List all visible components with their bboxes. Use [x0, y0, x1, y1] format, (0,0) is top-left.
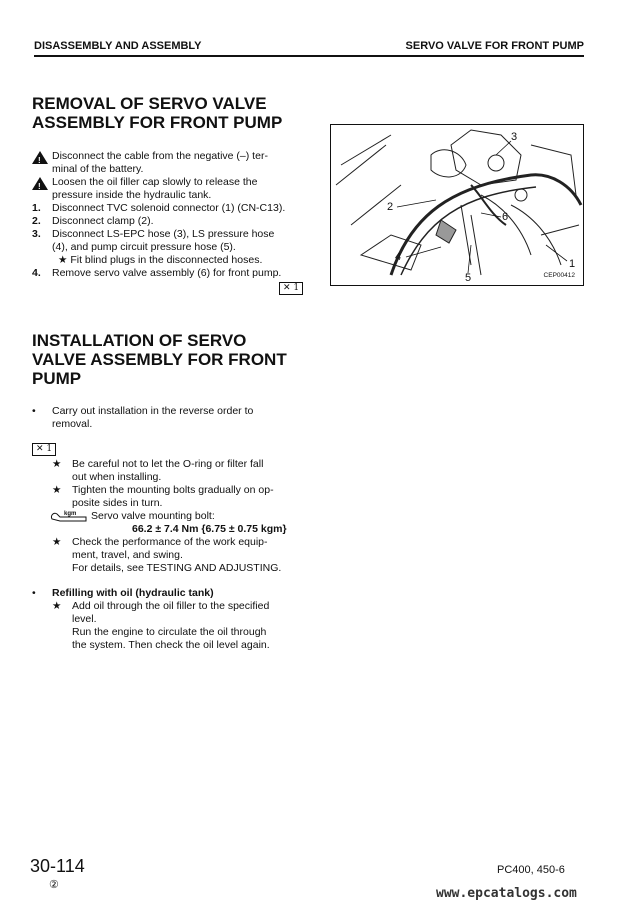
header-right: SERVO VALVE FOR FRONT PUMP: [405, 40, 584, 52]
star-text: level.: [72, 613, 97, 625]
watermark: www.epcatalogs.com: [436, 886, 577, 901]
star-text: Tighten the mounting bolts gradually on op-: [72, 484, 274, 496]
install-star-2: [52, 484, 307, 510]
warning-text: Loosen the oil filler cap slowly to release the: [52, 176, 258, 188]
warning-battery: [32, 150, 307, 176]
figure-servo-valve: [330, 124, 584, 286]
torque-label: Servo valve mounting bolt:: [91, 510, 215, 522]
bullet-dot: •: [32, 587, 36, 599]
step-text: Disconnect LS-EPC hose (3), LS pressure hose: [52, 228, 275, 240]
step-number: 4.: [32, 267, 41, 279]
star-text: Be careful not to let the O-ring or filter fall: [72, 458, 264, 470]
bullet-dot: •: [32, 405, 36, 417]
torque-value: 66.2 ± 7.4 Nm {6.75 ± 0.75 kgm}: [132, 523, 287, 535]
removal-title: [32, 94, 282, 132]
bullet-text: removal.: [52, 418, 93, 430]
model-name: PC400, 450-6: [497, 864, 565, 876]
removal-title-line2: ASSEMBLY FOR FRONT PUMP: [32, 113, 283, 132]
revision-mark: ②: [49, 879, 59, 891]
star-text: Check the performance of the work equip-: [72, 536, 268, 548]
page-number: 30-114: [30, 856, 85, 876]
warning-text: minal of the battery.: [52, 163, 144, 175]
star-icon: ★: [52, 484, 62, 496]
callout-3: 3: [511, 131, 518, 143]
reference-mark: ✕ 1: [279, 282, 303, 295]
step-text: Disconnect clamp (2).: [52, 215, 154, 227]
install-star-1: [52, 458, 307, 484]
reference-mark: ✕ 1: [32, 443, 56, 456]
bullet-title: Refilling with oil (hydraulic tank): [52, 587, 214, 599]
warning-oil-cap: [32, 176, 307, 202]
callout-6: 6: [502, 211, 509, 223]
warning-text: Disconnect the cable from the negative (–) ter-: [52, 150, 268, 162]
figure-code: CEP00412: [543, 272, 575, 279]
install-bullet-1: [32, 405, 307, 431]
star-text: Run the engine to circulate the oil through: [72, 626, 267, 638]
step-number: 1.: [32, 202, 41, 214]
star-icon: ★: [52, 458, 62, 470]
callout-4: 4: [395, 251, 402, 263]
star-text: out when installing.: [72, 471, 162, 483]
warning-icon: !: [32, 151, 48, 164]
star-icon: ★: [52, 536, 62, 548]
header-left: DISASSEMBLY AND ASSEMBLY: [34, 40, 202, 52]
callout-1: 1: [569, 258, 576, 270]
installation-title-line2: VALVE ASSEMBLY FOR FRONT: [32, 350, 287, 369]
installation-title-line3: PUMP: [32, 369, 82, 388]
warning-text: pressure inside the hydraulic tank.: [52, 189, 212, 201]
torque-icon-label: kgm: [64, 511, 77, 517]
star-text: For details, see TESTING AND ADJUSTING.: [72, 562, 282, 574]
bullet-text: Carry out installation in the reverse order to: [52, 405, 254, 417]
step-number: 3.: [32, 228, 41, 240]
torque-wrench-icon: [50, 510, 88, 522]
warning-icon: !: [32, 177, 48, 190]
step-3: [32, 228, 307, 267]
step-text: Remove servo valve assembly (6) for front pump.: [52, 267, 282, 279]
removal-title-line1: REMOVAL OF SERVO VALVE: [32, 94, 267, 113]
header-rule: [34, 55, 584, 57]
star-text: Add oil through the oil filler to the specified: [72, 600, 270, 612]
step-number: 2.: [32, 215, 41, 227]
engine-illustration: [331, 125, 583, 285]
callout-5: 5: [465, 272, 472, 284]
star-text: ment, travel, and swing.: [72, 549, 183, 561]
star-text: the system. Then check the oil level again.: [72, 639, 270, 651]
step-note: ★ Fit blind plugs in the disconnected hoses.: [58, 254, 263, 266]
installation-title-line1: INSTALLATION OF SERVO: [32, 331, 247, 350]
installation-title: [32, 331, 287, 388]
star-text: posite sides in turn.: [72, 497, 163, 509]
star-icon: ★: [52, 600, 62, 612]
step-text: (4), and pump circuit pressure hose (5).: [52, 241, 236, 253]
install-star-3: [52, 536, 307, 575]
install-star-4: [52, 600, 307, 652]
step-text: Disconnect TVC solenoid connector (1) (CN-C13).: [52, 202, 286, 214]
callout-2: 2: [387, 201, 394, 213]
